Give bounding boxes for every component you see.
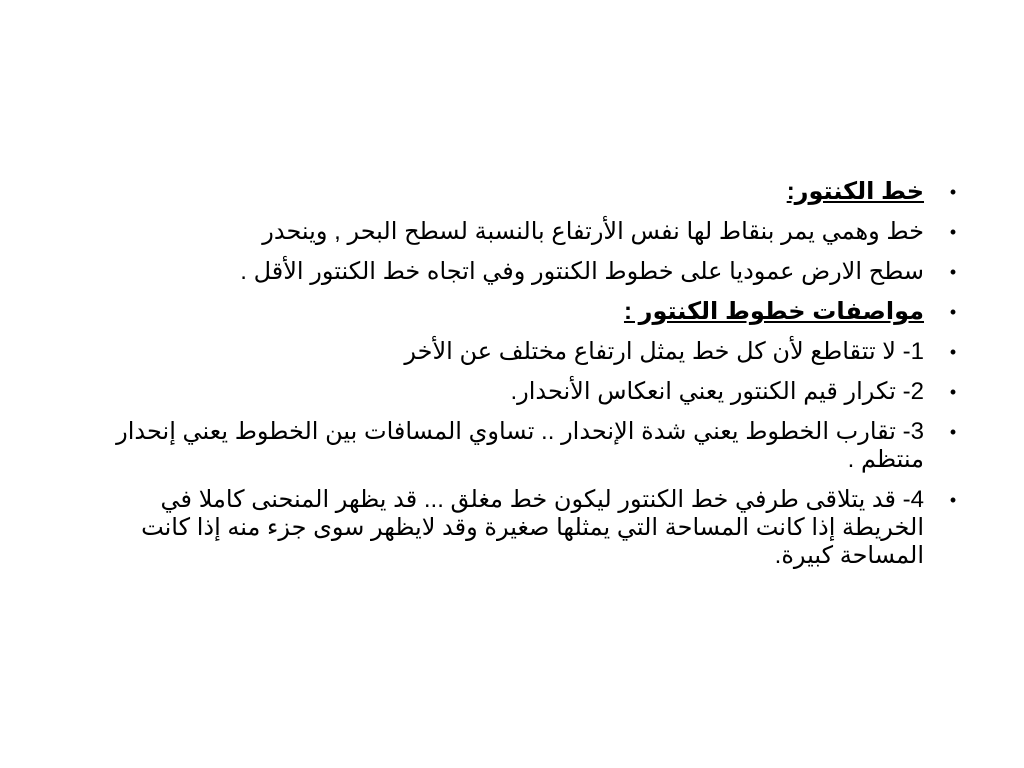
section-heading-properties: مواصفات خطوط الكنتور : (623, 298, 924, 325)
property-1: 1- لا تتقاطع لأن كل خط يمثل ارتفاع مختلف عن الأخر (404, 338, 924, 365)
definition-text-continued: سطح الارض عموديا على خطوط الكنتور وفي اتجاه خط الكنتور الأقل . (240, 258, 924, 285)
definition-text: خط وهمي يمر بنقاط لها نفس الأرتفاع بالنسبة لسطح البحر , وينحدر (262, 218, 924, 245)
bullet-dot: • (949, 222, 957, 242)
list-item (82, 178, 962, 206)
section-heading-contour-line: خط الكنتور: (786, 178, 924, 205)
property-4: 4- قد يتلاقى طرفي خط الكنتور ليكون خط مغلق ... قد يظهر المنحنى كاملا في الخريطة إذا كانت المساحة التي يمثلها صغيرة وقد لايظهر سوى جزء منه إذا كانت المساحة كبيرة. (141, 486, 924, 569)
bullet-dot: • (949, 490, 957, 510)
list-item (82, 418, 962, 474)
bullet-dot: • (949, 182, 957, 202)
bullet-dot: • (949, 422, 957, 442)
list-item (82, 378, 962, 406)
property-2: 2- تكرار قيم الكنتور يعني انعكاس الأنحدار. (510, 378, 924, 405)
list-item (82, 218, 962, 246)
bullet-dot: • (949, 382, 957, 402)
bullet-dot: • (949, 342, 957, 362)
list-item (82, 486, 962, 570)
bullet-list (82, 178, 962, 582)
property-3: 3- تقارب الخطوط يعني شدة الإنحدار .. تساوي المسافات بين الخطوط يعني إنحدار منتظم . (116, 418, 924, 473)
bullet-dot: • (949, 302, 957, 322)
list-item (82, 298, 962, 326)
list-item (82, 338, 962, 366)
list-item (82, 258, 962, 286)
bullet-dot: • (949, 262, 957, 282)
